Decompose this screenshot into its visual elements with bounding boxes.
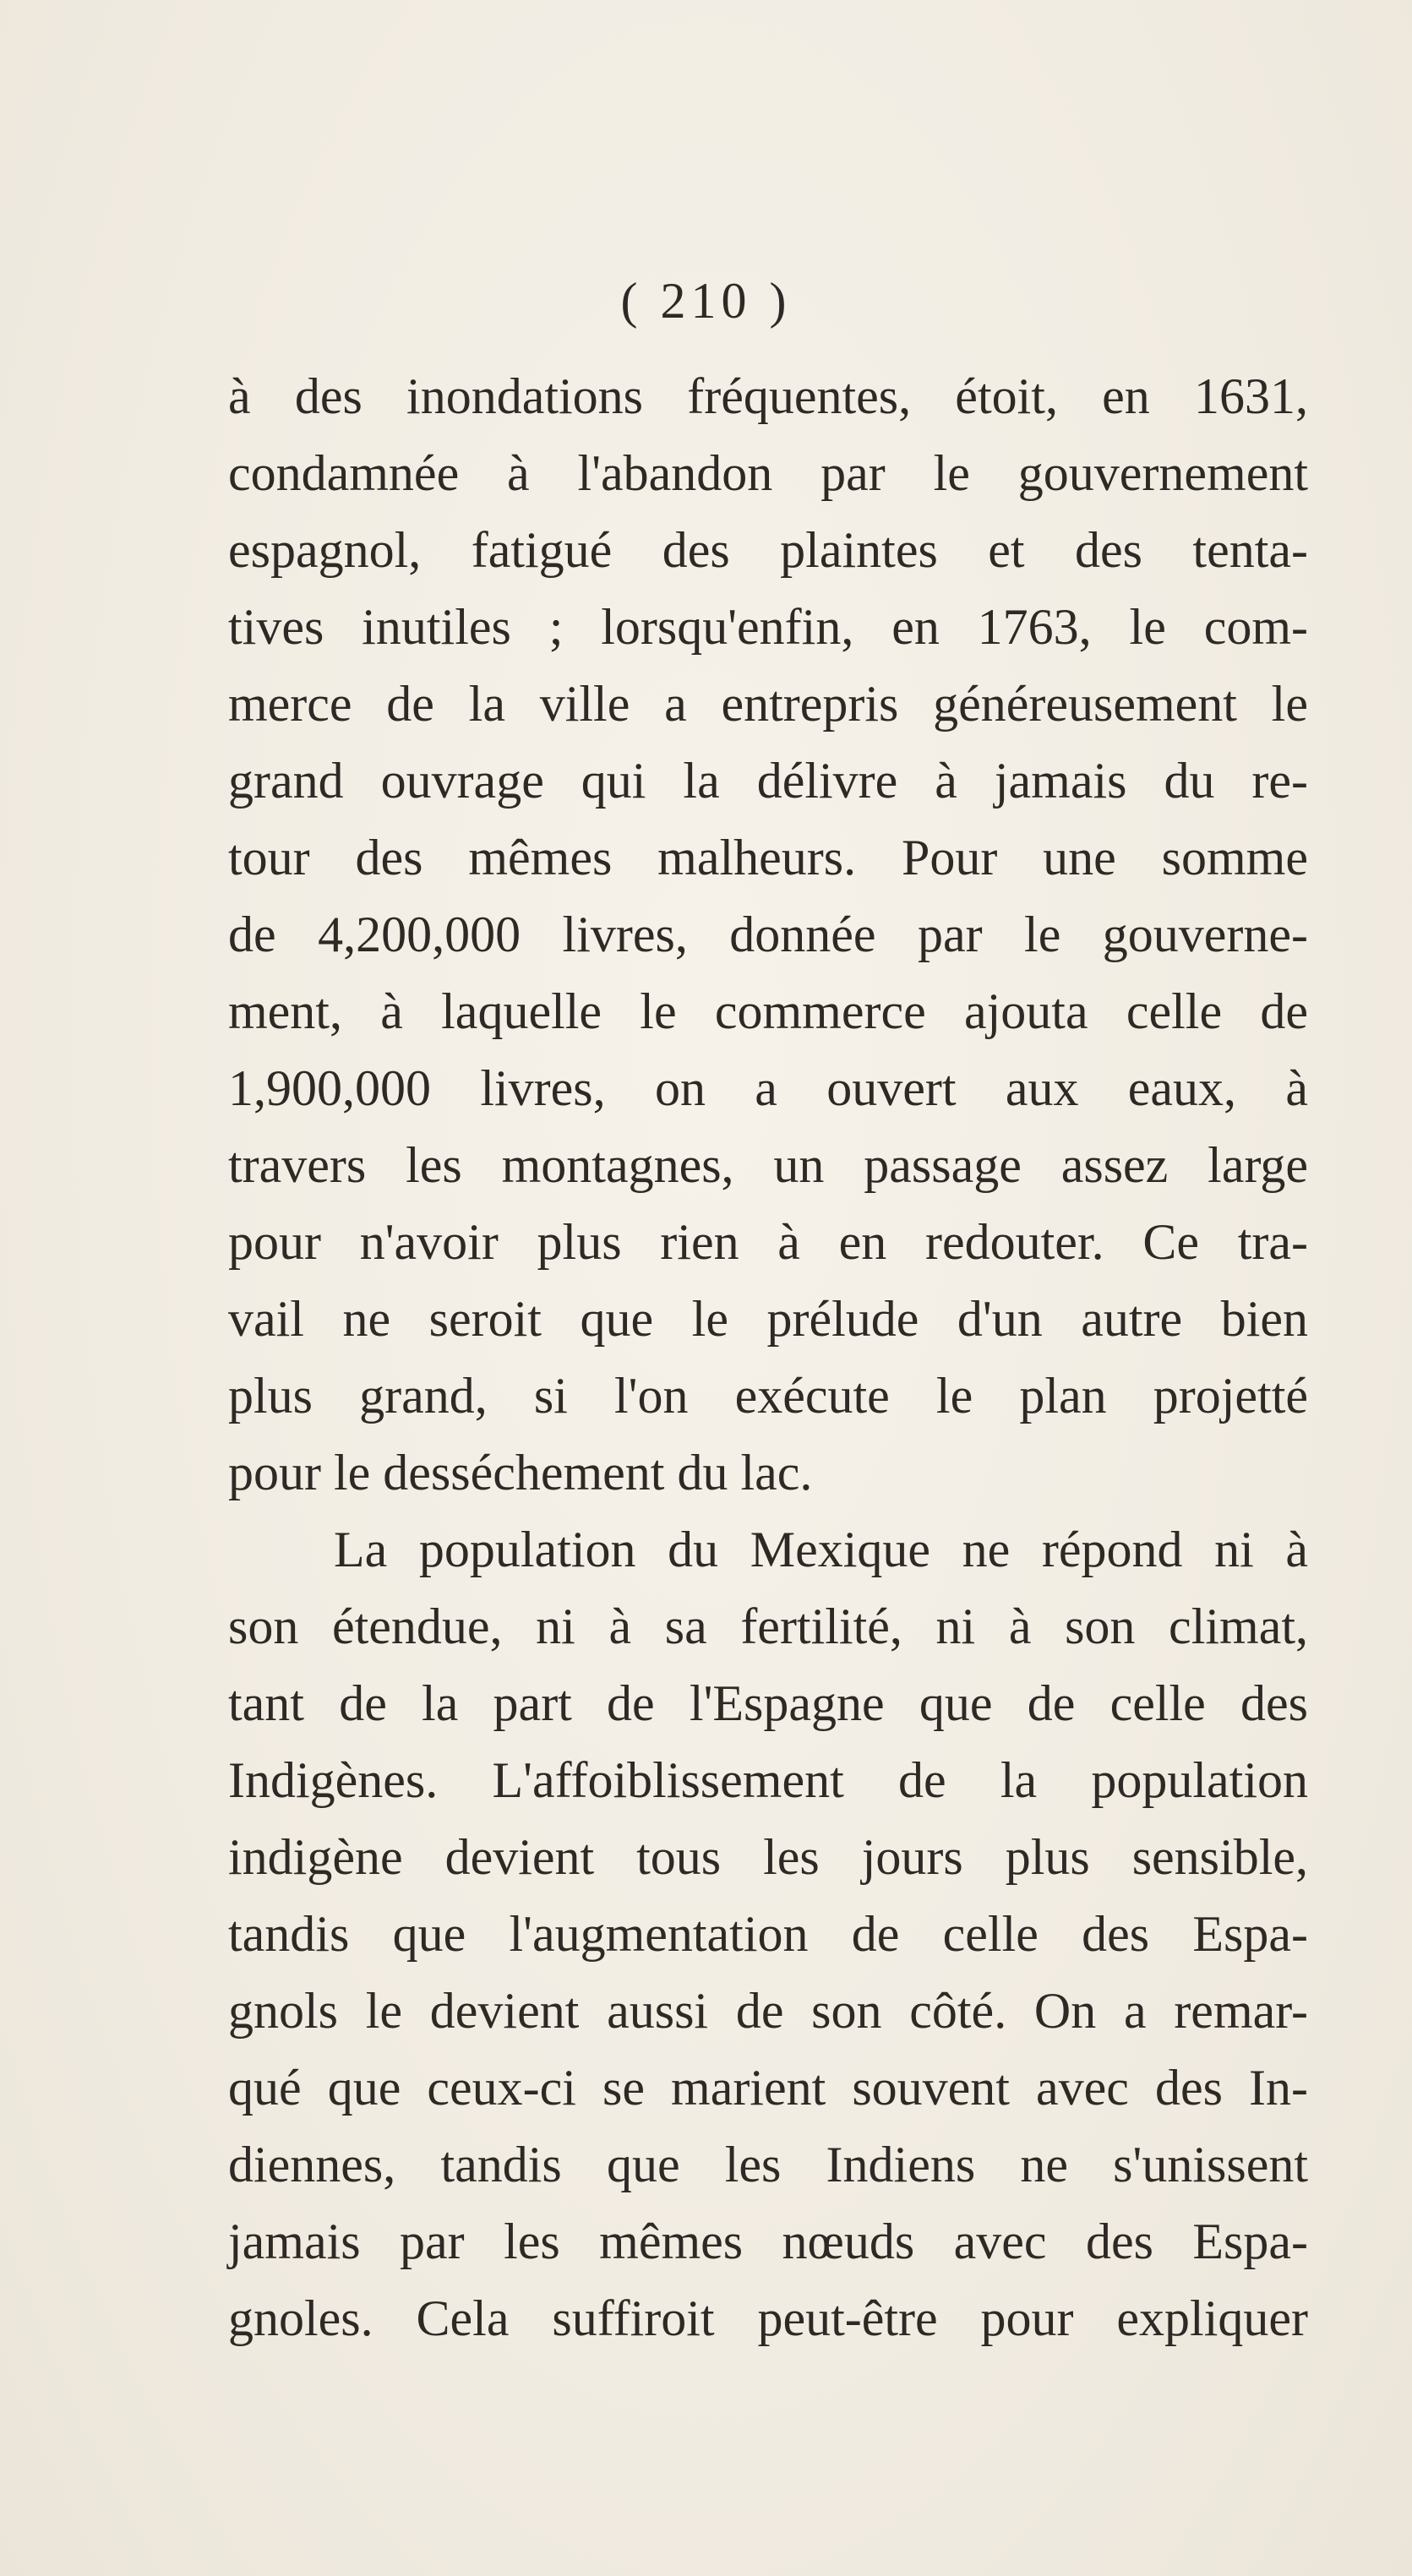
text-line: qué que ceux-ci se marient souvent avec des In-: [228, 2060, 1308, 2116]
text-line: indigène devient tous les jours plus sensible,: [228, 1829, 1308, 1885]
text-line: son étendue, ni à sa fertilité, ni à son climat,: [228, 1598, 1308, 1654]
text-line: à des inondations fréquentes, étoit, en 1631,: [228, 368, 1308, 424]
page-number: ( 210 ): [620, 273, 792, 329]
text-line: de 4,200,000 livres, donnée par le gouverne-: [228, 907, 1308, 962]
text-line: plus grand, si l'on exécute le plan projetté: [228, 1368, 1308, 1424]
text-line: travers les montagnes, un passage assez large: [228, 1137, 1308, 1193]
text-line: pour n'avoir plus rien à en redouter. Ce tra-: [228, 1214, 1308, 1270]
text-line: espagnol, fatigué des plaintes et des tenta-: [228, 522, 1308, 578]
paragraph-1: [228, 358, 1308, 1511]
text-line: merce de la ville a entrepris généreusement le: [228, 676, 1308, 732]
text-line: La population du Mexique ne répond ni à: [334, 1522, 1308, 1577]
text-line: 1,900,000 livres, on a ouvert aux eaux, à: [228, 1060, 1308, 1116]
text-line: grand ouvrage qui la délivre à jamais du re-: [228, 753, 1308, 809]
text-line: gnols le devient aussi de son côté. On a remar-: [228, 1983, 1308, 2039]
text-line: tandis que l'augmentation de celle des Espa-: [228, 1906, 1308, 1962]
text-line: tour des mêmes malheurs. Pour une somme: [228, 830, 1308, 885]
text-line: Indigènes. L'affoiblissement de la population: [228, 1752, 1308, 1808]
text-line: tant de la part de l'Espagne que de celle des: [228, 1675, 1308, 1731]
text-line: diennes, tandis que les Indiens ne s'unissent: [228, 2137, 1308, 2192]
body-text: [228, 358, 1308, 2357]
text-line: tives inutiles ; lorsqu'enfin, en 1763, le com-: [228, 599, 1308, 655]
text-line: condamnée à l'abandon par le gouvernement: [228, 445, 1308, 501]
text-line: ment, à laquelle le commerce ajouta celle de: [228, 983, 1308, 1039]
text-line: jamais par les mêmes nœuds avec des Espa-: [228, 2214, 1308, 2269]
text-line: vail ne seroit que le prélude d'un autre bien: [228, 1291, 1308, 1347]
text-line: pour le desséchement du lac.: [228, 1445, 813, 1500]
paragraph-2: [228, 1511, 1308, 2357]
text-line: gnoles. Cela suffiroit peut-être pour expliquer: [228, 2290, 1308, 2346]
